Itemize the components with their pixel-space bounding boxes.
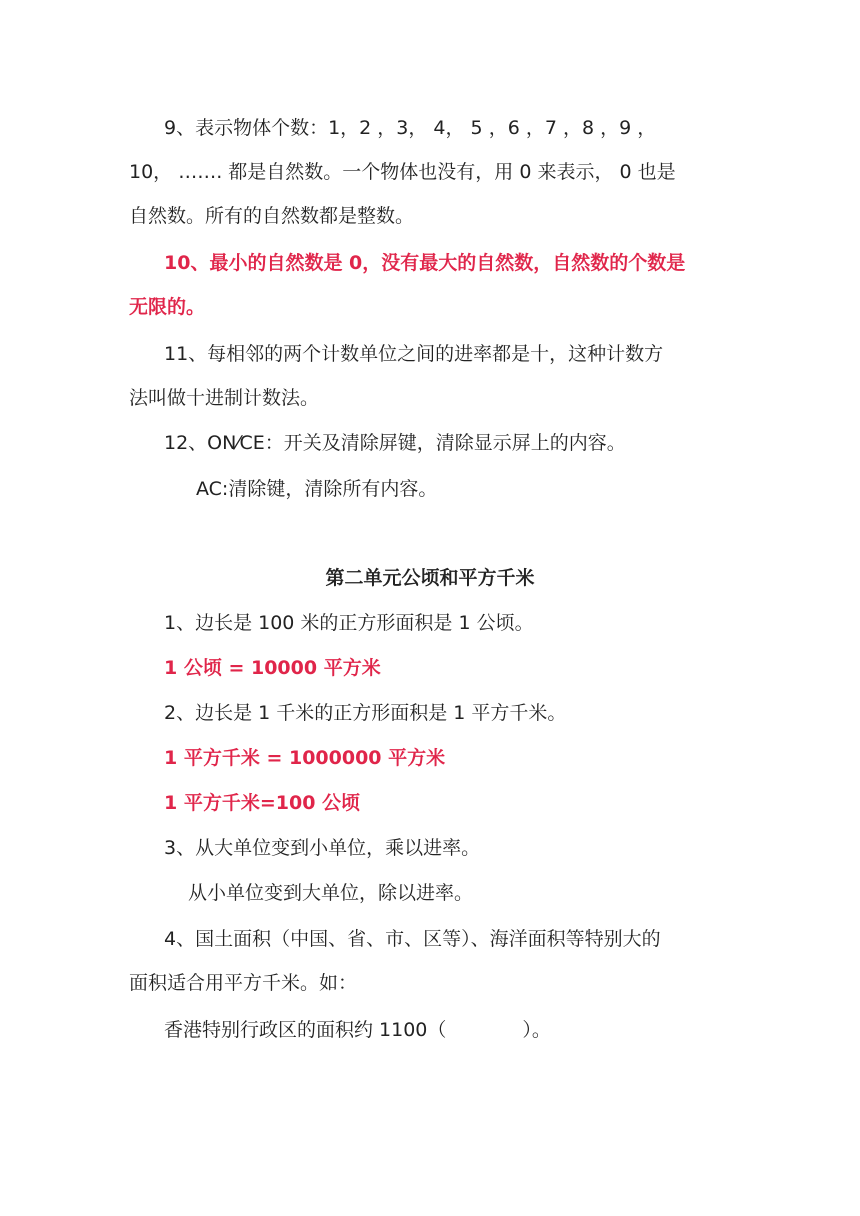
unit2-item-4-line-1: 4、国土面积（中国、省、市、区等）、海洋面积等特别大的 xyxy=(164,928,661,950)
paragraph-12-line-2: AC:清除键，清除所有内容。 xyxy=(196,478,438,500)
paragraph-10-line-2: 无限的。 xyxy=(129,296,206,318)
unit2-item-1: 1、边长是 100 米的正方形面积是 1 公顷。 xyxy=(164,612,534,634)
paragraph-9-line-2: 10， ……. 都是自然数。一个物体也没有，用 0 来表示， 0 也是 xyxy=(129,161,676,183)
unit2-item-3-line-1: 3、从大单位变到小单位，乘以进率。 xyxy=(164,837,481,859)
unit2-item-4-line-2: 面积适合用平方千米。如： xyxy=(129,972,358,994)
paragraph-9-line-1: 9、表示物体个数：1，2 ，3， 4， 5 ，6 ，7 ，8 ，9 ， xyxy=(164,117,657,139)
unit2-formula-km2: 1 平方千米 = 1000000 平方米 xyxy=(164,747,446,769)
unit2-item-2: 2、边长是 1 千米的正方形面积是 1 平方千米。 xyxy=(164,702,567,724)
unit2-formula-km2-hectare: 1 平方千米=100 公顷 xyxy=(164,792,361,814)
unit2-question: 香港特别行政区的面积约 1100（ ）。 xyxy=(164,1019,551,1041)
paragraph-11-line-1: 11、每相邻的两个计数单位之间的进率都是十，这种计数方 xyxy=(164,343,664,365)
section-heading: 第二单元公顷和平方千米 xyxy=(325,567,535,589)
paragraph-11-line-2: 法叫做十进制计数法。 xyxy=(129,387,320,409)
paragraph-12-line-1: 12、ON⁄CE：开关及清除屏键，清除显示屏上的内容。 xyxy=(164,432,626,454)
unit2-formula-hectare: 1 公顷 = 10000 平方米 xyxy=(164,657,381,679)
paragraph-9-line-3: 自然数。所有的自然数都是整数。 xyxy=(129,205,415,227)
unit2-item-3-line-2: 从小单位变到大单位，除以进率。 xyxy=(188,882,474,904)
paragraph-10-line-1: 10、最小的自然数是 0，没有最大的自然数，自然数的个数是 xyxy=(164,252,686,274)
